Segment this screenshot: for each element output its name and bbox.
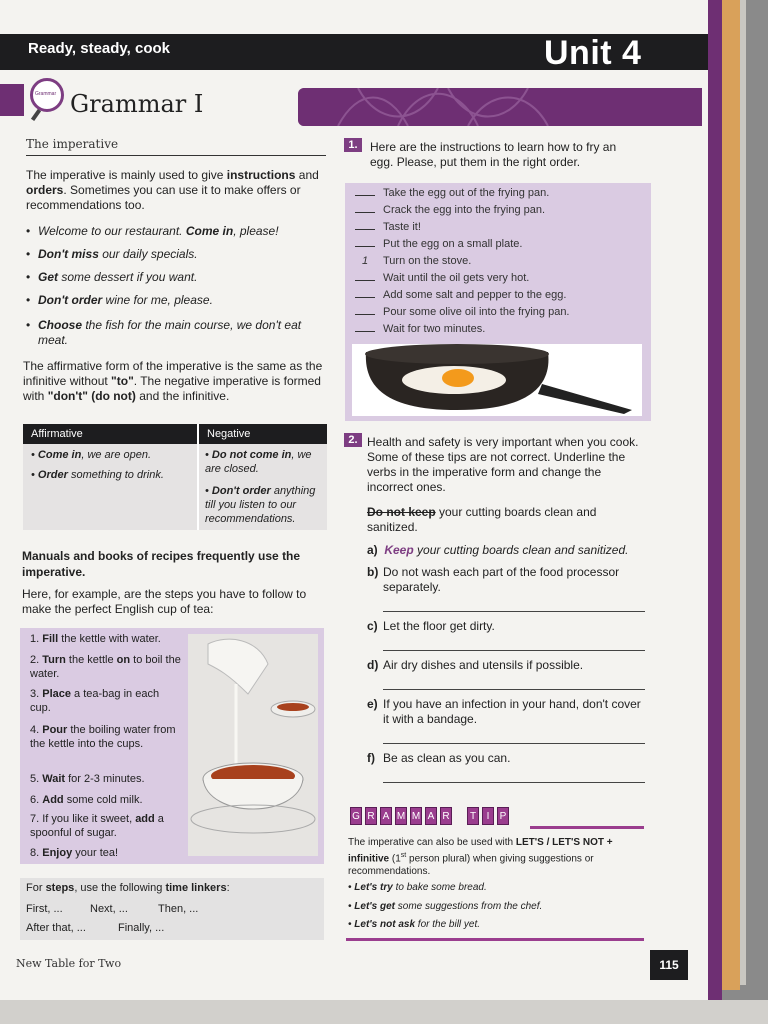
linker-item: Next, ... xyxy=(90,903,128,915)
affirmative-paragraph xyxy=(23,359,329,404)
tip-bottom-rule xyxy=(346,938,644,941)
time-linkers-box xyxy=(20,878,324,940)
answer-line[interactable] xyxy=(383,689,645,690)
bullet-keyword: Don't miss xyxy=(38,247,99,261)
tip-letter: P xyxy=(497,807,509,825)
tea-step-number: 3. xyxy=(30,688,40,700)
table-negative-1-text: , we are closed. xyxy=(205,449,312,475)
tea-step-text: a tea-bag in each cup. xyxy=(30,688,160,714)
tea-step xyxy=(30,632,182,646)
item-letter: d) xyxy=(367,658,379,672)
bullet-text-c: our daily specials. xyxy=(98,247,198,261)
tip-letter: R xyxy=(365,807,377,825)
bullet-dot: • xyxy=(26,270,31,284)
tip-letter: A xyxy=(380,807,392,825)
order-blank[interactable] xyxy=(355,195,375,196)
order-text: Turn on the stove. xyxy=(383,255,472,267)
exercise-2-item-letter xyxy=(367,658,383,673)
tip-text-c: (1 xyxy=(389,853,401,865)
page-number: 115 xyxy=(650,950,688,980)
exercise-2-number: 2. xyxy=(344,433,362,447)
tip-text-d: person plural) when giving suggestions or recommendations. xyxy=(348,853,594,878)
unit-subtitle: Ready, steady, cook xyxy=(28,40,171,57)
intro-orders: orders xyxy=(26,183,64,197)
table-header-negative: Negative xyxy=(199,424,327,444)
tea-step xyxy=(30,772,182,786)
bullet-dot: • xyxy=(26,318,31,332)
intro-instructions: instructions xyxy=(226,168,296,182)
tea-step-number: 1. xyxy=(30,633,40,645)
table-affirm-1: • Come in, we are open. xyxy=(31,449,152,461)
bullet-text-c: some dessert if you want. xyxy=(58,270,198,284)
bullet-text xyxy=(38,247,328,262)
item-letter: f) xyxy=(367,751,375,765)
bullet-keyword: Choose xyxy=(38,318,83,332)
tea-step-number: 4. xyxy=(30,724,40,736)
answer-line[interactable] xyxy=(383,650,645,651)
affirm-text-c: and the infinitive. xyxy=(135,389,230,403)
order-text: Taste it! xyxy=(383,221,421,233)
table-divider xyxy=(197,424,199,530)
page-edge xyxy=(708,0,722,1000)
tea-step-verb: Turn xyxy=(42,654,66,666)
order-item[interactable] xyxy=(355,187,549,199)
linkers-steps: steps xyxy=(45,882,75,894)
exercise-2-instructions: Health and safety is very important when you cook. Some of these tips are not correct. Underline the verbs in the imperative form and change the incorrect ones. xyxy=(367,435,639,494)
order-blank[interactable] xyxy=(355,297,375,298)
tip-letter: M xyxy=(395,807,407,825)
exercise-2-example xyxy=(367,505,643,535)
frying-pan-image xyxy=(352,344,642,416)
linker-item: After that, ... xyxy=(26,922,86,934)
tea-step xyxy=(30,723,182,751)
linker-item: Then, ... xyxy=(158,903,199,915)
magnifier-icon-label: Grammar xyxy=(35,91,57,97)
tip-letter: I xyxy=(482,807,494,825)
intro-text-a: The imperative is mainly used to give xyxy=(26,168,227,182)
tea-step-text: the kettle xyxy=(65,654,117,666)
example-intro: Here, for example, are the steps you have to follow to make the perfect English cup of tea: xyxy=(22,587,307,616)
bullet-dot: • xyxy=(26,224,31,238)
tea-step-verb-2: add xyxy=(135,813,155,825)
tip-lets: LET'S / LET'S NOT + infinitive xyxy=(348,837,613,865)
tip-letter: M xyxy=(410,807,422,825)
example-rest: your cutting boards clean and sanitized. xyxy=(367,505,597,534)
topic-underline xyxy=(26,155,326,156)
page-edge xyxy=(722,0,740,990)
tea-step-verb: Add xyxy=(42,794,64,806)
order-blank[interactable] xyxy=(355,246,375,247)
exercise-2-item-text: Air dry dishes and utensils if possible. xyxy=(383,658,584,672)
answer-line[interactable] xyxy=(383,743,645,744)
tip-bullet: • Let's get some suggestions from the chef. xyxy=(348,901,543,912)
order-text: Pour some olive oil into the frying pan. xyxy=(383,306,570,318)
affirm-text-b: . The negative imperative is formed with xyxy=(23,374,321,403)
table-negative-2-key: Don't order xyxy=(211,485,271,497)
tip-bullet-key: Let's get xyxy=(354,901,395,912)
unit-title: Unit 4 xyxy=(544,34,642,72)
tea-step-verb: Pour xyxy=(42,724,68,736)
table-negative-2: • Don't order anything till you listen to our recommendations. xyxy=(205,485,316,525)
bullet-text xyxy=(38,318,328,348)
tea-step-text: your tea! xyxy=(72,847,119,859)
item-letter: e) xyxy=(367,697,378,711)
tea-step-text: the kettle with water. xyxy=(58,633,161,645)
tea-step-number: 2. xyxy=(30,654,40,666)
order-text: Take the egg out of the frying pan. xyxy=(383,187,550,199)
imperative-table xyxy=(23,424,327,530)
linkers-intro xyxy=(26,881,230,896)
exercise-2-item-text: If you have an infection in your hand, don't cover it with a bandage. xyxy=(383,697,641,726)
tip-bullet: • Let's try to bake some bread. xyxy=(348,882,487,893)
tea-step xyxy=(30,653,182,681)
order-blank[interactable] xyxy=(355,314,375,315)
tea-cup-image xyxy=(188,634,318,856)
tea-step-verb-2: on xyxy=(116,654,131,666)
magnifier-handle xyxy=(31,109,41,121)
book-title: New Table for Two xyxy=(16,957,122,970)
tip-rule xyxy=(530,826,644,829)
table-affirm-1-text: , we are open. xyxy=(81,449,152,461)
intro-text-c: . Sometimes you can use it to make offers or recommendations too. xyxy=(26,183,301,212)
order-blank[interactable]: 1 xyxy=(361,255,369,267)
manuals-heading: Manuals and books of recipes frequently use the imperative. xyxy=(22,549,301,579)
linker-item: Finally, ... xyxy=(118,922,165,934)
tea-step-verb: Enjoy xyxy=(42,847,73,859)
exercise-2-item-text: Do not wash each part of the food processor separately. xyxy=(383,565,620,594)
table-negative-2-text: anything till you listen to our recommendations. xyxy=(205,485,316,525)
linkers-intro-e: : xyxy=(226,882,230,894)
bullet-text-c: , please! xyxy=(233,224,279,238)
affirm-dont: "don't" (do not) xyxy=(47,389,136,403)
table-negative-1-key: Do not come in xyxy=(211,449,292,461)
order-item[interactable] xyxy=(355,289,566,301)
example-strikethrough: Do not keep xyxy=(367,505,436,519)
bullet-keyword: Don't order xyxy=(38,293,103,307)
order-text: Wait until the oil gets very hot. xyxy=(383,272,530,284)
item-letter: c) xyxy=(367,619,378,633)
linkers-time: time linkers xyxy=(165,882,227,894)
item-text: your cutting boards clean and sanitized. xyxy=(413,543,629,557)
tip-bullet-key: Let's not ask xyxy=(354,919,416,930)
answer-line[interactable] xyxy=(383,611,645,612)
table-header-affirmative: Affirmative xyxy=(23,424,197,444)
tea-step-verb: Wait xyxy=(42,773,66,785)
order-item[interactable] xyxy=(355,306,570,318)
tea-step-text: for 2-3 minutes. xyxy=(65,773,145,785)
table-affirm-2: • Order something to drink. xyxy=(31,469,164,481)
exercise-2-item-letter xyxy=(367,619,383,634)
linkers-intro-c: , use the following xyxy=(74,882,166,894)
tea-step-number: 7. xyxy=(30,813,40,825)
linker-item: First, ... xyxy=(26,903,63,915)
exercise-2-item-letter xyxy=(367,697,383,712)
page-edge xyxy=(740,0,746,985)
table-affirm-2-key: Order xyxy=(37,469,68,481)
tea-step xyxy=(30,793,182,807)
tip-letter: T xyxy=(467,807,479,825)
table-negative-1: • Do not come in, we are closed. xyxy=(205,449,312,475)
tip-text-a: The imperative can also be used with xyxy=(348,837,516,848)
order-text: Put the egg on a small plate. xyxy=(383,238,523,250)
tea-step-text-2: to boil the water. xyxy=(30,654,181,680)
bullet-text xyxy=(38,293,328,308)
exercise-2-item-text: Be as clean as you can. xyxy=(383,751,511,765)
bullet-keyword: Come in xyxy=(185,224,234,238)
tea-step-number: 5. xyxy=(30,773,40,785)
magnifier-icon xyxy=(30,78,64,112)
exercise-2-item-letter xyxy=(367,751,383,766)
exercise-1-number: 1. xyxy=(344,138,362,152)
order-item[interactable] xyxy=(355,238,522,250)
item-keyword: Keep xyxy=(384,543,414,557)
affirm-text-a: The affirmative form of the imperative is the same as the infinitive without xyxy=(23,359,323,388)
order-blank[interactable] xyxy=(355,229,375,230)
unit-header-bar xyxy=(0,34,708,70)
tip-bullet-key: Let's try xyxy=(354,882,393,893)
tea-step-text: some cold milk. xyxy=(63,794,143,806)
order-item[interactable] xyxy=(355,255,471,267)
tip-sup: st xyxy=(400,852,407,859)
linkers-intro-a: For xyxy=(26,882,46,894)
order-item[interactable] xyxy=(355,272,529,284)
order-text: Add some salt and pepper to the egg. xyxy=(383,289,567,301)
tip-letter: R xyxy=(440,807,452,825)
table-affirm-2-text: something to drink. xyxy=(67,469,164,481)
bullet-text-c: wine for me, please. xyxy=(102,293,213,307)
order-blank[interactable] xyxy=(355,331,375,332)
section-title: Grammar I xyxy=(70,90,204,118)
bullet-text xyxy=(38,270,328,285)
tip-bullet: • Let's not ask for the bill yet. xyxy=(348,919,481,930)
answer-line[interactable] xyxy=(383,782,645,783)
tip-text xyxy=(348,836,644,878)
tip-bullet-text: for the bill yet. xyxy=(415,919,481,930)
exercise-2-item-letter xyxy=(367,565,383,580)
tea-step-text-2: a spoonful of sugar. xyxy=(30,813,164,839)
intro-paragraph xyxy=(26,168,332,213)
tea-step xyxy=(30,846,182,860)
order-item[interactable] xyxy=(355,323,485,335)
item-letter: a) xyxy=(367,543,378,557)
bullet-dot: • xyxy=(26,293,31,307)
grammar-tip-banner xyxy=(350,806,512,825)
tea-step xyxy=(30,812,182,840)
intro-text-b: and xyxy=(295,168,319,182)
order-blank[interactable] xyxy=(355,280,375,281)
affirm-to: "to" xyxy=(111,374,134,388)
tea-step xyxy=(30,687,182,715)
tea-step-text: the boiling water from the kettle into the cups. xyxy=(30,724,176,750)
order-item[interactable] xyxy=(355,221,421,233)
order-text: Wait for two minutes. xyxy=(383,323,486,335)
bullet-text-a: Welcome to our restaurant. xyxy=(38,224,186,238)
bullet-text xyxy=(38,224,328,239)
tea-step-text: If you like it sweet, xyxy=(42,813,136,825)
order-blank[interactable] xyxy=(355,212,375,213)
table-affirm-1-key: Come in xyxy=(37,449,82,461)
grammar-strip xyxy=(0,84,24,116)
tea-step-number: 6. xyxy=(30,794,40,806)
tip-letter: A xyxy=(425,807,437,825)
exercise-1-instructions: Here are the instructions to learn how to fry an egg. Please, put them in the right order. xyxy=(370,140,617,169)
tea-step-verb: Fill xyxy=(42,633,59,645)
bullet-keyword: Get xyxy=(38,270,59,284)
order-item[interactable] xyxy=(355,204,545,216)
order-text: Crack the egg into the frying pan. xyxy=(383,204,546,216)
exercise-2-item xyxy=(367,543,647,558)
topic-label: The imperative xyxy=(26,137,119,151)
tea-step-number: 8. xyxy=(30,847,40,859)
grammar-banner xyxy=(298,88,702,126)
scan-shadow xyxy=(0,1000,768,1024)
tip-letter: G xyxy=(350,807,362,825)
bullet-text-c: the fish for the main course, we don't eat meat. xyxy=(38,318,302,347)
tip-bullet-text: to bake some bread. xyxy=(392,882,487,893)
tip-bullet-text: some suggestions from the chef. xyxy=(395,901,543,912)
tea-step-verb: Place xyxy=(42,688,71,700)
exercise-2-item-text: Let the floor get dirty. xyxy=(383,619,495,633)
item-letter: b) xyxy=(367,565,379,579)
bullet-dot: • xyxy=(26,247,31,261)
